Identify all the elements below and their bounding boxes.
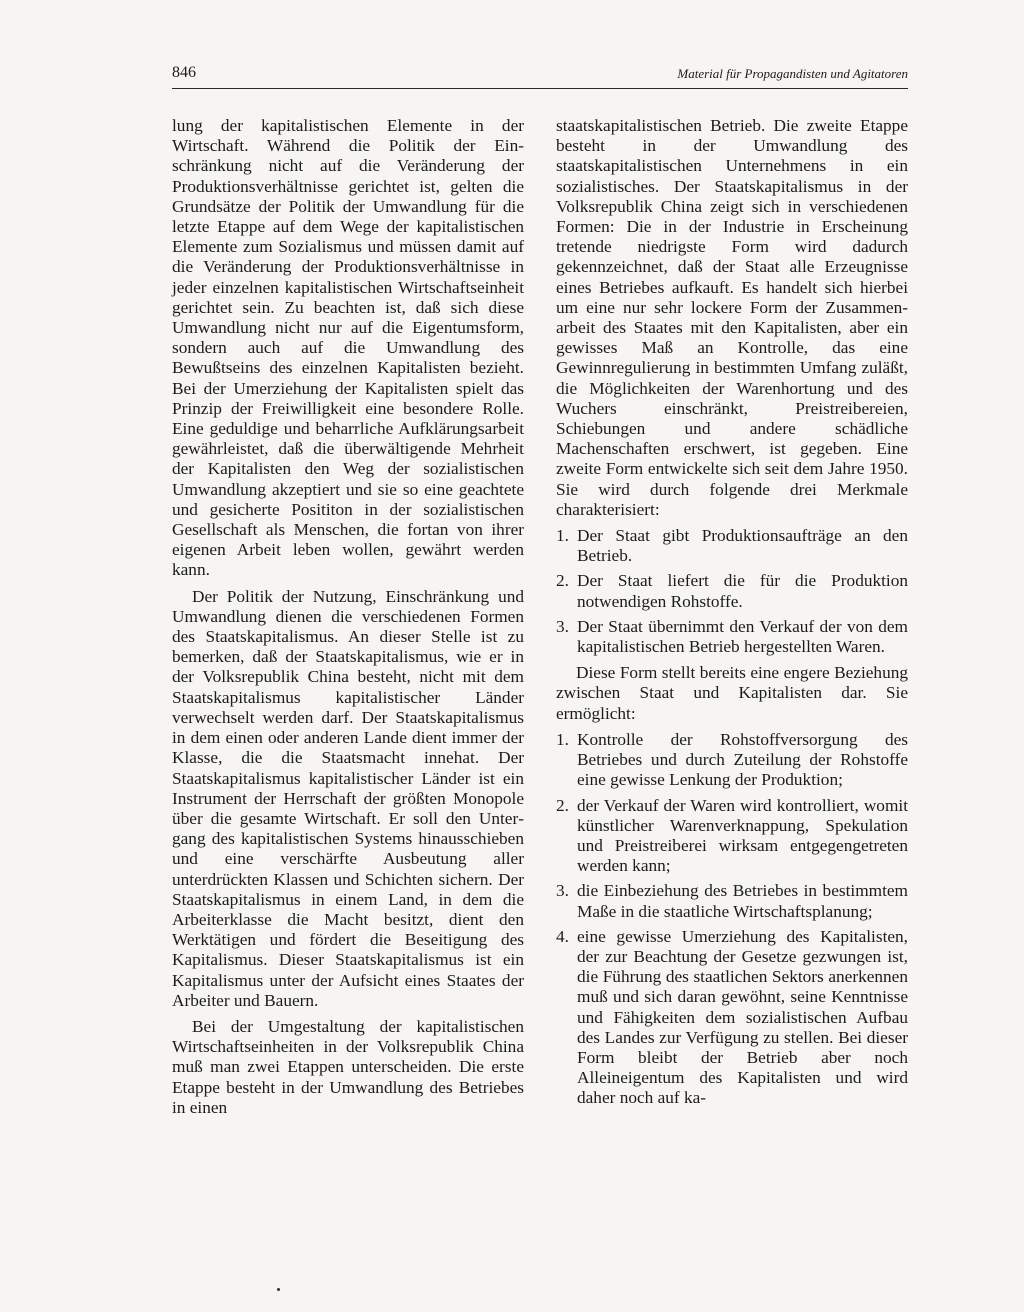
list-item [556,617,908,657]
list-item [556,526,908,566]
paragraph: Bei der Umgestaltung der kapitalistischen Wirtschaftseinheiten in der Volksrepublik China muß man zwei Etappen unterscheiden. Die erste Etappe besteht in der Umwandlung des Betriebes in einen [172,1016,524,1117]
list-item [556,796,908,877]
list-item [556,571,908,611]
list-item-text: Kontrolle der Rohstoffversorgung des Betriebes und durch Zuteilung der Rohstoffe eine gewisse Lenkung der Produktion; [577,729,908,790]
list-item-text: der Verkauf der Waren wird kontrolliert, womit künstlicher Warenverknappung, Spekulation und Preistreiberei wirksam entgegengetreten werden kann; [577,795,908,876]
list-item-text: die Einbeziehung des Betriebes in bestimmtem Maße in die staatliche Wirtschaftsplanung; [577,881,908,921]
paragraph: Diese Form stellt bereits eine engere Beziehung zwischen Staat und Kapitalisten dar. Sie ermöglicht: [556,663,908,723]
page-number: 846 [172,64,196,81]
list-number: 3. [556,881,569,901]
numbered-list [556,730,908,1109]
running-title: Material für Propagandisten und Agitatoren [677,66,908,81]
list-number: 2. [556,795,569,815]
right-column [556,116,908,1115]
numbered-list [556,526,908,657]
scan-speck [277,1288,280,1291]
list-item-text: Der Staat übernimmt den Verkauf der von dem kapitalistischen Betrieb hergestellten Waren. [577,616,908,657]
left-column [172,116,524,1124]
list-item-text: eine gewisse Umerziehung des Kapitalisten, der zur Beachtung der Gesetze gezwungen ist, die Führung des staatlichen Sektors anerkennen muß und sich daran gewöhnt, seine Kenntnisse und Fähigkeiten dem sozialistischen Aufbau des Landes zur Verfügung zu stellen. Bei dieser Form bleibt der Betrieb aber noch Alleineigentum des Kapitalisten und wird daher noch auf ka- [577,926,908,1108]
page-header [172,62,908,89]
paragraph: Der Politik der Nutzung, Einschränkung und Umwandlung dienen die verschiedenen Formen des Staatskapitalismus. An dieser Stelle ist zu bemerken, daß der Staatskapitalismus, wie er in der Volksrepublik China besteht, nicht mit dem Staatskapitalismus kapitalistischer Länder verwechselt werden darf. Der Staatskapitalismus in dem einen oder anderen Lande dient immer der Klasse, die die Staatsmacht innehat. Der Staatskapitalismus kapitalistischer Länder ist ein Instrument der Herrschaft der größten Monopole über die gesamte Wirtschaft. Er soll den Untergang des kapitalistischen Systems hinausschieben und eine verschärfte Ausbeutung aller unterdrückten Klassen und Schichten sichern. Der Staatskapitalismus in einem Land, in dem die Arbeiterklasse die Macht besitzt, dient den Werktätigen und fördert die Beseitigung des Kapitalismus. Dieser Staatskapitalismus ist ein Kapitalismus unter der Aufsicht eines Staates der Arbeiter und Bauern. [172,586,524,1010]
list-number: 3. [556,616,569,636]
list-number: 4. [556,926,569,946]
list-item-text: Der Staat liefert die für die Produktion notwendigen Rohstoffe. [577,571,908,611]
list-item [556,730,908,791]
list-number: 1. [556,729,569,749]
list-number: 2. [556,571,569,591]
paragraph: staatskapitalistischen Betrieb. Die zweite Etappe besteht in der Umwandlung des staatskapitalistischen Unternehmens in ein sozialistisches. Der Staatskapitalismus in der Volksrepublik China zeigt sich in verschiedenen Formen: Die in der Industrie in Erscheinung tretende niedrigste Form wird dadurch gekennzeichnet, daß der Staat alle Erzeugnisse eines Betriebes aufkauft. Es handelt sich hierbei um eine nur sehr lockere Form der Zusammenarbeit des Staates mit den Kapitalisten, aber ein gewisses Maß an Kontrolle, das eine Gewinnregulierung in bestimmten Umfang zuläßt, die Möglichkeiten der Warenhortung und des Wuchers einschränkt, Preistreibereien, Schiebungen und andere schädliche Machenschaften erschwert, ist gegeben. Eine zweite Form entwickelte sich seit dem Jahre 1950. Sie wird durch folgende drei Merkmale charakterisiert: [556,116,908,519]
list-item [556,881,908,921]
list-item-text: Der Staat gibt Produktionsaufträge an den Betrieb. [577,526,908,566]
paragraph: lung der kapitalistischen Elemente in der Wirtschaft. Während die Politik der Einschränkung nicht auf die Veränderung der Produktionsverhältnisse gerichtet ist, gelten die Grundsätze der Politik der Umwandlung für die letzte Etappe auf dem Wege der kapitalistischen Elemente zum Sozialismus und müssen damit auf die Veränderung der Produktionsverhältnisse in jeder einzelnen kapitalistischen Wirtschaftseinheit gerichtet sein. Zu beachten ist, daß sich diese Umwandlung nicht nur auf die Eigentumsform, sondern auch auf die Umwandlung des Bewußtseins des einzelnen Kapitalisten bezieht. Bei der Umerziehung der Kapitalisten spielt das Prinzip der Freiwilligkeit eine besondere Rolle. Eine geduldige und beharrliche Aufklärungsarbeit gewährleistet, daß die überwältigende Mehrheit der Kapitalisten den Weg der sozialistischen Umwandlung akzeptiert und sie so eine geachtete und gesicherte Posititon in der sozialistischen Gesellschaft als Menschen, die fortan von ihrer eigenen Arbeit leben wollen, gewährt werden kann. [172,116,524,580]
list-number: 1. [556,526,569,546]
list-item [556,927,908,1109]
